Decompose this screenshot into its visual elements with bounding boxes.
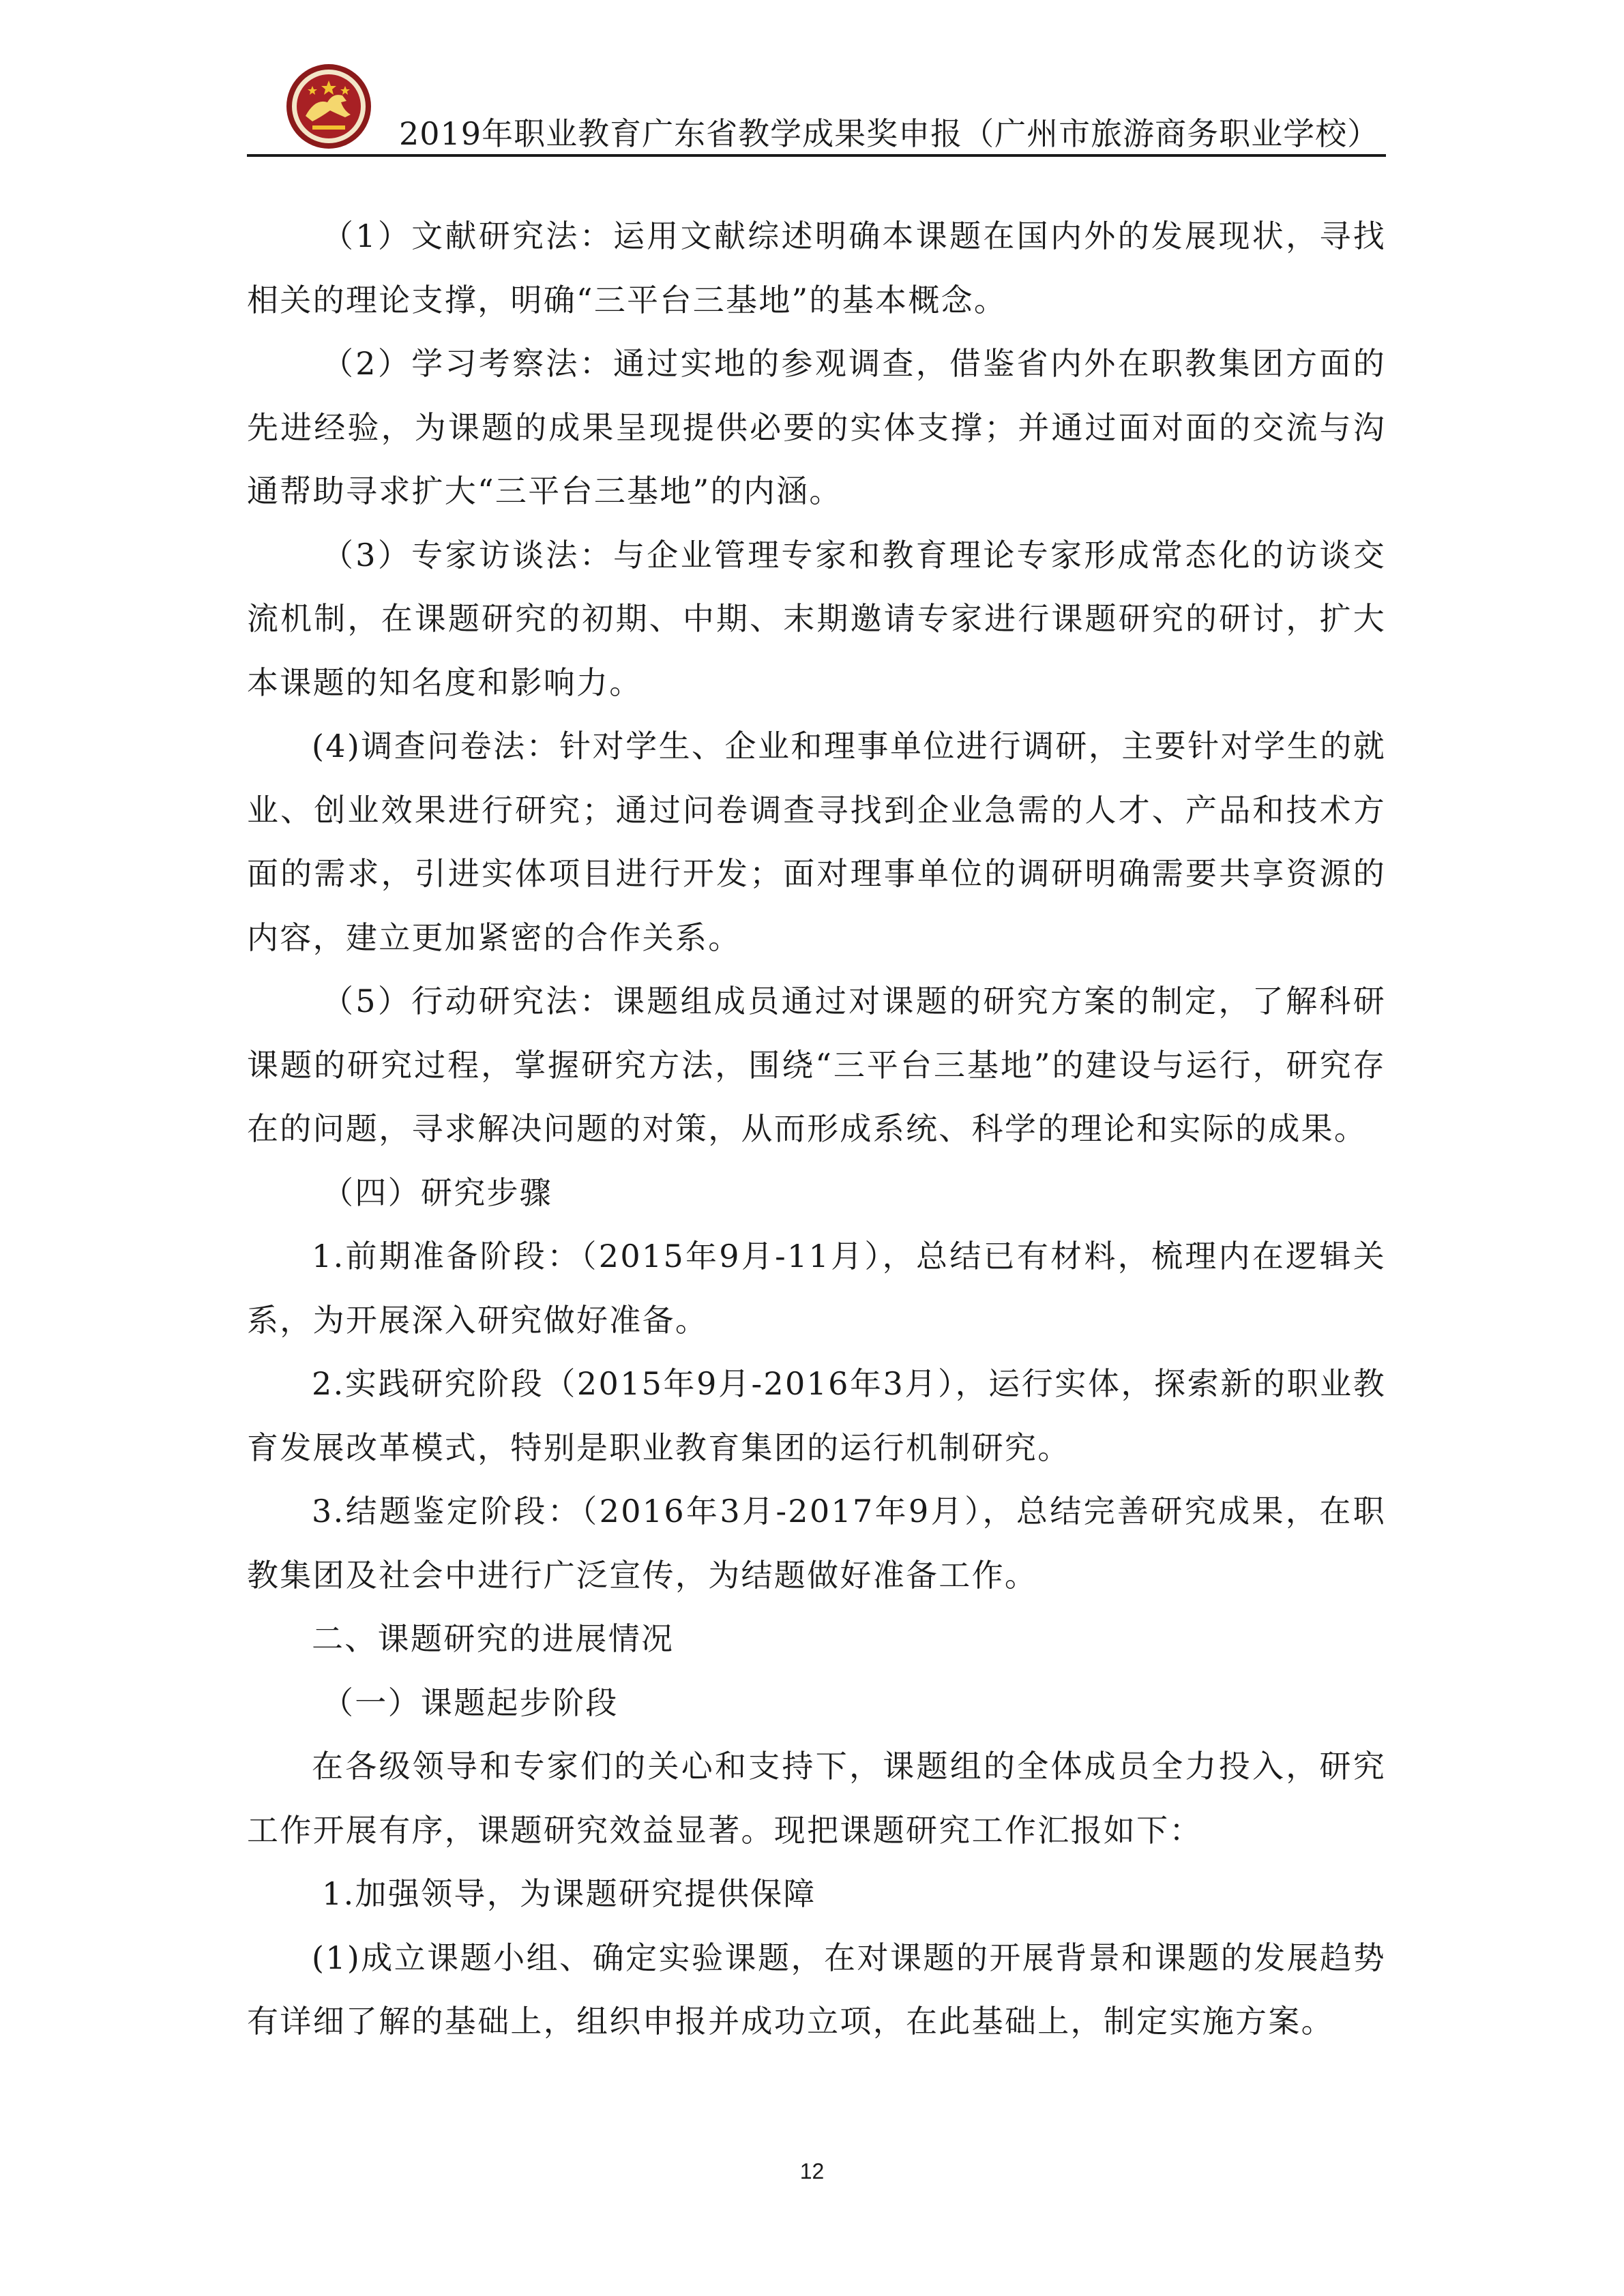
paragraph-overview: 在各级领导和专家们的关心和支持下，课题组的全体成员全力投入，研究工作开展有序，课题研究效益显著。现把课题研究工作汇报如下：: [247, 1748, 1386, 1849]
paragraph-step-2: 2.实践研究阶段（2015年9月-2016年3月），运行实体，探索新的职业教育发展改革模式，特别是职业教育集团的运行机制研究。: [247, 1365, 1386, 1466]
header-divider: [247, 154, 1386, 157]
section-heading-progress: 二、课题研究的进展情况: [312, 1620, 675, 1657]
paragraph-questionnaire: (4)调查问卷法：针对学生、企业和理事单位进行调研，主要针对学生的就业、创业效果进行研究；通过问卷调查寻找到企业急需的人才、产品和技术方面的需求，引进实体项目进行开发；面对理事单位的调研明确需要共享资源的内容，建立更加紧密的合作关系。: [247, 728, 1386, 956]
section-heading-initial-stage: （一）课题起步阶段: [322, 1684, 619, 1721]
paragraph-literature-research: （1）文献研究法：运用文献综述明确本课题在国内外的发展现状，寻找相关的理论支撑，明确“三平台三基地”的基本概念。: [247, 218, 1386, 318]
paragraph-step-3: 3.结题鉴定阶段：（2016年3月-2017年9月），总结完善研究成果，在职教集团及社会中进行广泛宣传，为结题做好准备工作。: [247, 1493, 1386, 1594]
section-heading-leadership: 1.加强领导，为课题研究提供保障: [322, 1875, 816, 1912]
header-title: 2019年职业教育广东省教学成果奖申报（广州市旅游商务职业学校）: [399, 115, 1380, 152]
school-emblem-icon: [285, 63, 372, 150]
paragraph-step-1: 1.前期准备阶段：（2015年9月-11月），总结已有材料，梳理内在逻辑关系，为开展深入研究做好准备。: [247, 1238, 1386, 1339]
paragraph-action-research: （5）行动研究法：课题组成员通过对课题的研究方案的制定，了解科研课题的研究过程，掌握研究方法，围绕“三平台三基地”的建设与运行，研究存在的问题，寻求解决问题的对策，从而形成系统、科学的理论和实际的成果。: [247, 983, 1386, 1147]
page-number: 12: [799, 2159, 825, 2183]
document-body: [247, 205, 1386, 2054]
section-heading-research-steps: （四）研究步骤: [322, 1174, 553, 1211]
paragraph-expert-interview: （3）专家访谈法：与企业管理专家和教育理论专家形成常态化的访谈交流机制，在课题研究的初期、中期、末期邀请专家进行课题研究的研讨，扩大本课题的知名度和影响力。: [247, 536, 1386, 701]
paragraph-group-setup: (1)成立课题小组、确定实验课题，在对课题的开展背景和课题的发展趋势有详细了解的基础上，组织申报并成功立项，在此基础上，制定实施方案。: [247, 1939, 1386, 2040]
paragraph-study-investigation: （2）学习考察法：通过实地的参观调查，借鉴省内外在职教集团方面的先进经验，为课题的成果呈现提供必要的实体支撑；并通过面对面的交流与沟通帮助寻求扩大“三平台三基地”的内涵。: [247, 345, 1386, 509]
